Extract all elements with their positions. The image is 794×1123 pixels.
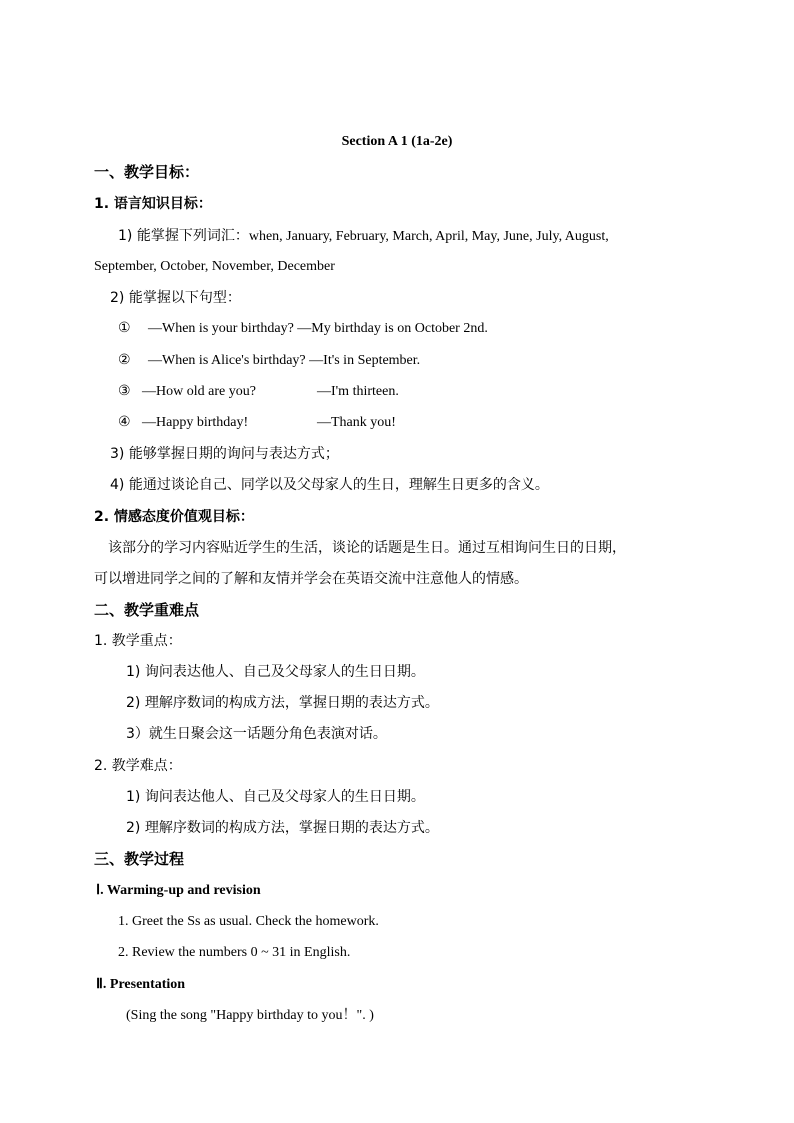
- objective-item-3: 3) 能够掌握日期的询问与表达方式；: [110, 446, 339, 462]
- objective-item-1-label: 1) 能掌握下列词汇：: [118, 228, 249, 244]
- section-heading-key-points: 二、教学重难点: [94, 601, 200, 619]
- pattern-answer: —Thank you!: [317, 415, 396, 430]
- presentation-note: (Sing the song "Happy birthday to you！". ): [126, 1008, 374, 1023]
- pattern-marker: ③: [118, 384, 131, 399]
- step-item: 2. Review the numbers 0 ~ 31 in English.: [118, 945, 351, 960]
- subheading-emotional-goals: 2. 情感态度价值观目标：: [94, 509, 254, 525]
- pattern-marker: ②: [118, 353, 131, 368]
- step-heading-presentation: Ⅱ. Presentation: [96, 977, 186, 992]
- emotional-paragraph-line2: 可以增进同学之间的了解和友情并学会在英语交流中注意他人的情感。: [94, 571, 528, 587]
- emotional-paragraph-line1: 该部分的学习内容贴近学生的生活，谈论的话题是生日。通过互相询问生日的日期，: [108, 540, 626, 556]
- step-heading-warming-up: Ⅰ. Warming-up and revision: [96, 883, 261, 898]
- pattern-row: [118, 319, 488, 339]
- pattern-question: —Happy birthday!: [142, 415, 249, 430]
- objective-item-2: 2) 能掌握以下句型：: [110, 290, 241, 306]
- pattern-marker: ①: [118, 321, 131, 336]
- pattern-question: —How old are you?: [142, 384, 256, 399]
- focus-item: 3）就生日聚会这一话题分角色表演对话。: [126, 726, 387, 742]
- pattern-row: [118, 382, 538, 402]
- subheading-language-knowledge: 1. 语言知识目标：: [94, 196, 212, 212]
- pattern-answer: —I'm thirteen.: [317, 384, 399, 399]
- objective-item-1: [118, 226, 609, 247]
- difficulty-item: 1) 询问表达他人、自己及父母家人的生日日期。: [126, 789, 425, 805]
- pattern-marker: ④: [118, 415, 131, 430]
- pattern-row: [118, 413, 538, 433]
- subheading-focus: 1. 教学重点：: [94, 633, 182, 649]
- section-heading-process: 三、教学过程: [94, 850, 185, 868]
- step-item: 1. Greet the Ss as usual. Check the homework.: [118, 914, 379, 929]
- page-title: Section A 1 (1a-2e): [341, 134, 453, 149]
- section-heading-objectives: 一、教学目标：: [94, 163, 200, 181]
- pattern-text: —When is Alice's birthday? —It's in September.: [148, 353, 421, 368]
- focus-item: 2) 理解序数词的构成方法，掌握日期的表达方式。: [126, 695, 439, 711]
- objective-item-4: 4) 能通过谈论自己、同学以及父母家人的生日，理解生日更多的含义。: [110, 477, 549, 493]
- vocabulary-list-line2: September, October, November, December: [94, 259, 335, 274]
- difficulty-item: 2) 理解序数词的构成方法，掌握日期的表达方式。: [126, 820, 439, 836]
- pattern-text: —When is your birthday? —My birthday is on October 2nd.: [148, 321, 488, 336]
- pattern-row: [118, 351, 420, 371]
- vocabulary-list-line1: when, January, February, March, April, May, June, July, August,: [248, 229, 609, 244]
- subheading-difficulty: 2. 教学难点：: [94, 758, 182, 774]
- focus-item: 1) 询问表达他人、自己及父母家人的生日日期。: [126, 664, 425, 680]
